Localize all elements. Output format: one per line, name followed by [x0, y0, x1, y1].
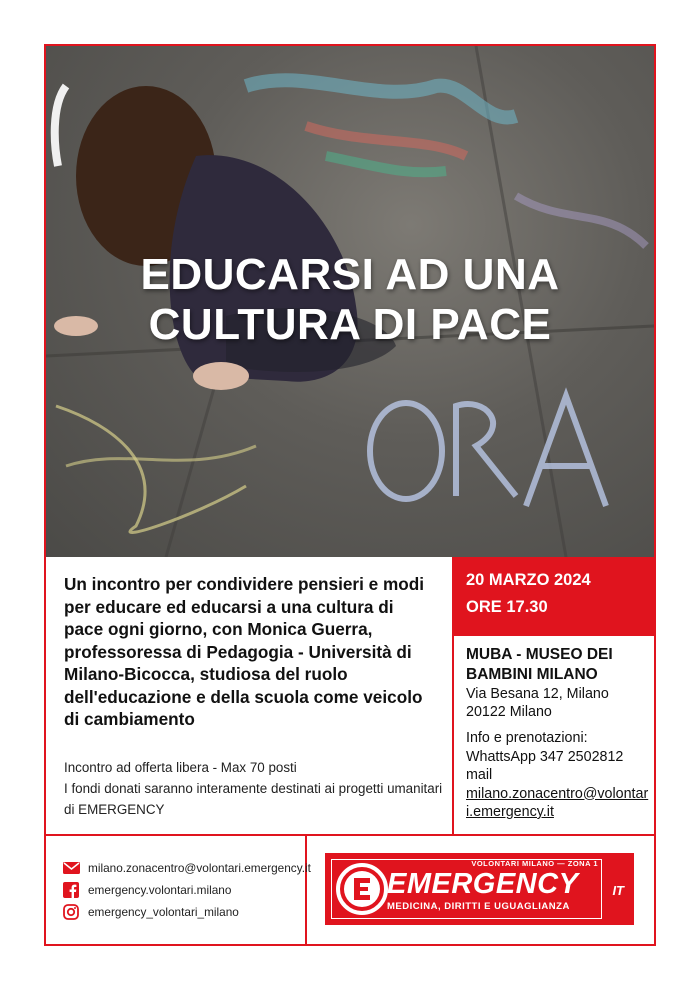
headline-line-2: CULTURA DI PACE	[148, 300, 552, 349]
emergency-logo	[325, 853, 634, 925]
contact-instagram-text: emergency_volontari_milano	[88, 905, 239, 919]
instagram-icon	[62, 903, 80, 921]
event-date: 20 MARZO 2024	[466, 571, 591, 589]
logo-tagline: MEDICINA, DIRITTI E UGUAGLIANZA	[387, 901, 570, 912]
event-time: ORE 17.30	[466, 598, 548, 616]
info-label: Info e prenotazioni:	[466, 730, 588, 746]
divider-vertical-bottom	[305, 836, 307, 944]
info-block	[466, 729, 652, 822]
headline	[46, 250, 654, 350]
venue-city: 20122 Milano	[466, 704, 552, 720]
logo-wordmark: EMERGENCY	[387, 868, 579, 900]
logo-suffix: IT	[612, 883, 624, 898]
divider-horizontal	[46, 834, 654, 836]
note-line-1: Incontro ad offerta libera - Max 70 posti	[64, 760, 297, 775]
contact-facebook-text: emergency.volontari.milano	[88, 883, 232, 897]
contact-facebook[interactable]	[62, 881, 231, 899]
event-notes	[64, 757, 444, 820]
contact-instagram[interactable]	[62, 903, 239, 921]
info-whatsapp: WhattsApp 347 2502812	[466, 748, 624, 765]
mail-icon	[62, 859, 80, 877]
venue-name: MUBA - MUSEO DEI BAMBINI MILANO	[466, 646, 613, 683]
facebook-icon	[62, 881, 80, 899]
info-email-link[interactable]: milano.zonacentro@volontari.emergency.it	[466, 785, 649, 820]
venue-block	[466, 645, 650, 721]
note-line-2: I fondi donati saranno interamente destinati ai progetti umanitari di EMERGENCY	[64, 781, 443, 817]
info-mail-label: mail	[466, 767, 493, 783]
venue-street: Via Besana 12, Milano	[466, 686, 609, 702]
date-box	[453, 557, 654, 636]
logo-top-text: VOLONTARI MILANO — ZONA 1	[471, 859, 598, 868]
contact-email-text: milano.zonacentro@volontari.emergency.it	[88, 861, 311, 875]
headline-line-1: EDUCARSI AD UNA	[140, 250, 560, 299]
event-description: Un incontro per condividere pensieri e modi per educare ed educarsi a una cultura di pace ogni giorno, con Monica Guerra, professoressa di Pedagogia - Università di Milano-Bicocca, studiosa del ruolo dell'educazione e della scuola come veicolo di cambiamento	[64, 574, 425, 729]
emergency-logo-icon	[335, 862, 389, 916]
contact-email[interactable]	[62, 859, 311, 877]
